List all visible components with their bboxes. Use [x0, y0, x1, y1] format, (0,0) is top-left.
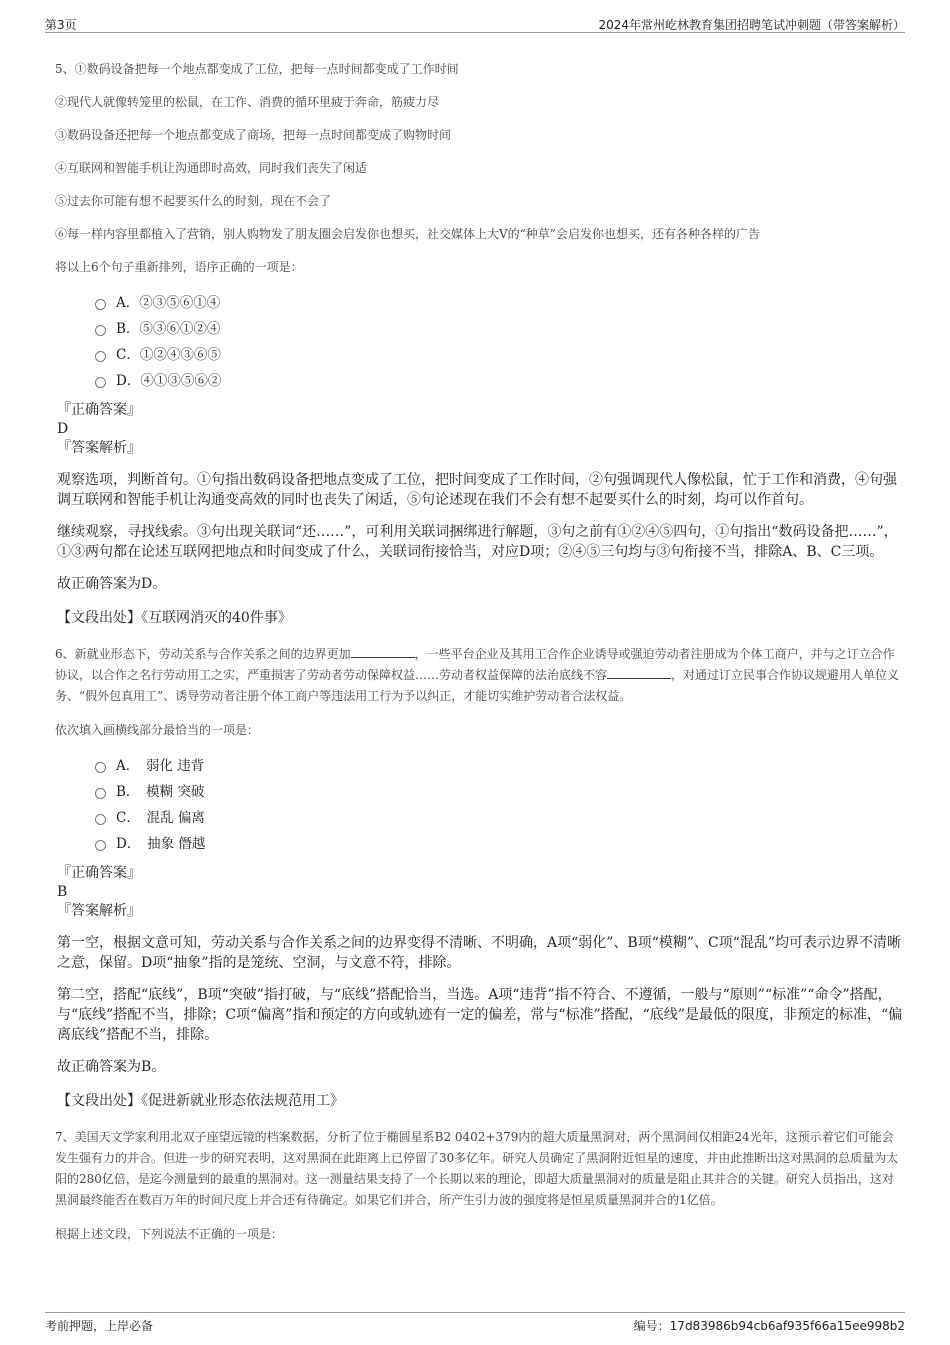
q6-option-d[interactable]: D． 抽象 僭越 [95, 831, 905, 857]
radio-icon[interactable] [95, 299, 106, 310]
question-6 [55, 644, 905, 1111]
q5-prompt: 将以上6个句子重新排列，语序正确的一项是： [55, 260, 303, 274]
q5-option-d[interactable]: D．④①③⑤⑥② [95, 368, 905, 394]
q6-source: 【文段出处】《促进新就业形态依法规范用工》 [57, 1093, 344, 1109]
q5-source: 【文段出处】《互联网消灭的40件事》 [57, 610, 292, 626]
q6-text: 6、新就业形态下，劳动关系与合作关系之间的边界更加 ，一些平台企业及其用工合作企业诱导或强迫劳动者注册成为个体工商户，并与之订立合作协议，以合作之名行劳动用工之实，严重损害了劳动者劳动保障权益……劳动者权益保障的法治底线不容 ，对通过订立民事合作协议规避用人单位义务、“假外包真用工”、诱导劳动者注册个体工商户等违法用工行为予以纠正，才能切实维护劳动者合法权益。 [55, 647, 900, 703]
q5-options [95, 290, 905, 394]
q5-sentence-4: ④互联网和智能手机让沟通即时高效，同时我们丧失了闲适 [55, 161, 368, 175]
q6-answer-label: 『正确答案』 [57, 865, 141, 881]
page-number: 第3页 [45, 18, 77, 32]
q6-prompt: 依次填入画横线部分最恰当的一项是： [55, 723, 260, 737]
page-header [45, 14, 905, 33]
footer-slogan: 考前押题，上岸必备 [45, 1319, 154, 1333]
radio-icon[interactable] [95, 351, 106, 362]
q5-option-a[interactable]: A．②③⑤⑥①④ [95, 290, 905, 316]
radio-icon[interactable] [95, 377, 106, 388]
q5-sentence-6: ⑥每一样内容里都植入了营销，别人购物发了朋友圈会启发你也想买，社交媒体上大V的“种草”会启发你也想买，还有各种各样的广告 [55, 227, 760, 241]
radio-icon[interactable] [95, 325, 106, 336]
fill-blank-1 [351, 645, 415, 658]
radio-icon[interactable] [95, 840, 106, 851]
page-footer [45, 1312, 905, 1333]
q5-analysis-3: 故正确答案为D。 [57, 576, 167, 592]
q6-answer: B [57, 884, 68, 900]
radio-icon[interactable] [95, 762, 106, 773]
q6-analysis-label: 『答案解析』 [57, 903, 141, 919]
q6-option-a[interactable]: A． 弱化 违背 [95, 753, 905, 779]
q7-prompt: 根据上述文段，下列说法不正确的一项是： [55, 1227, 284, 1241]
q6-analysis-2: 第二空，搭配“底线”，B项“突破”指打破，与“底线”搭配恰当，当选。A项“违背”指不符合、不遵循，一般与“原则”“标准”“命令”搭配，与“底线”搭配不当，排除；C项“偏离”指和预定的方向或轨迹有一定的偏差，常与“标准”搭配，“底线”是最低的限度，非预定的标准，“偏离底线”搭配不当，排除。 [57, 987, 903, 1043]
q6-option-c[interactable]: C． 混乱 偏离 [95, 805, 905, 831]
radio-icon[interactable] [95, 788, 106, 799]
document-title: 2024年常州屹林教育集团招聘笔试冲刺题（带答案解析） [598, 18, 905, 32]
q7-text: 7、美国天文学家利用北双子座望远镜的档案数据，分析了位于椭圆星系B2 0402+379内的超大质量黑洞对，两个黑洞间仅相距24光年，这预示着它们可能会发生强有力的并合。但进一步的研究表明，这对黑洞在此距离上已停留了30多亿年。研究人员确定了黑洞附近恒星的速度，并由此推断出这对黑洞的总质量为太阳的280亿倍，是迄今测量到的最重的黑洞对。这一测量结果支持了一个长期以来的理论，即超大质量黑洞对的质量是阻止其并合的关键。研究人员指出，这对黑洞最终能否在数百万年的时间尺度上并合还有待确定。如果它们并合，所产生引力波的强度将是恒星质量黑洞并合的1亿倍。 [55, 1130, 899, 1207]
q5-sentence-3: ③数码设备还把每一个地点都变成了商场，把每一点时间都变成了购物时间 [55, 128, 452, 142]
footer-serial: 编号：17d83986b94cb6af935f66a15ee998b2 [633, 1319, 905, 1333]
q6-analysis-3: 故正确答案为B。 [57, 1059, 166, 1075]
question-7 [55, 1127, 905, 1243]
q5-sentence-2: ②现代人就像转笼里的松鼠，在工作、消费的循环里疲于奔命，筋疲力尽 [55, 95, 440, 109]
q5-option-b[interactable]: B．⑤③⑥①②④ [95, 316, 905, 342]
q5-analysis-label: 『答案解析』 [57, 440, 141, 456]
q5-option-c[interactable]: C．①②④③⑥⑤ [95, 342, 905, 368]
q5-analysis-2: 继续观察，寻找线索。③句出现关联词“还……”，可利用关联词捆绑进行解题，③句之前有①②④⑤四句，①句指出“数码设备把……”，①③两句都在论述互联网把地点和时间变成了什么，关联词衔接恰当，对应D项；②④⑤三句均与③句衔接不当，排除A、B、C三项。 [57, 524, 898, 560]
q6-options [95, 753, 905, 857]
q5-sentence-5: ⑤过去你可能有想不起要买什么的时刻，现在不会了 [55, 194, 332, 208]
question-5 [55, 60, 905, 628]
q5-sentence-1: 5、①数码设备把每一个地点都变成了工位，把每一点时间都变成了工作时间 [55, 62, 459, 76]
q5-analysis-1: 观察选项，判断首句。①句指出数码设备把地点变成了工位，把时间变成了工作时间，②句强调现代人像松鼠，忙于工作和消费，④句强调互联网和智能手机让沟通变高效的同时也丧失了闲适，⑤句论述现在我们不会有想不起要买什么的时刻，均可以作首句。 [57, 472, 897, 508]
radio-icon[interactable] [95, 814, 106, 825]
q5-answer-label: 『正确答案』 [57, 402, 141, 418]
fill-blank-2 [607, 666, 671, 679]
q6-option-b[interactable]: B． 模糊 突破 [95, 779, 905, 805]
q5-answer: D [57, 421, 69, 437]
q6-analysis-1: 第一空，根据文意可知，劳动关系与合作关系之间的边界变得不清晰、不明确，A项“弱化”、B项“模糊”、C项“混乱”均可表示边界不清晰之意，保留。D项“抽象”指的是笼统、空洞，与文意不符，排除。 [57, 935, 902, 971]
main-content [55, 60, 905, 1243]
